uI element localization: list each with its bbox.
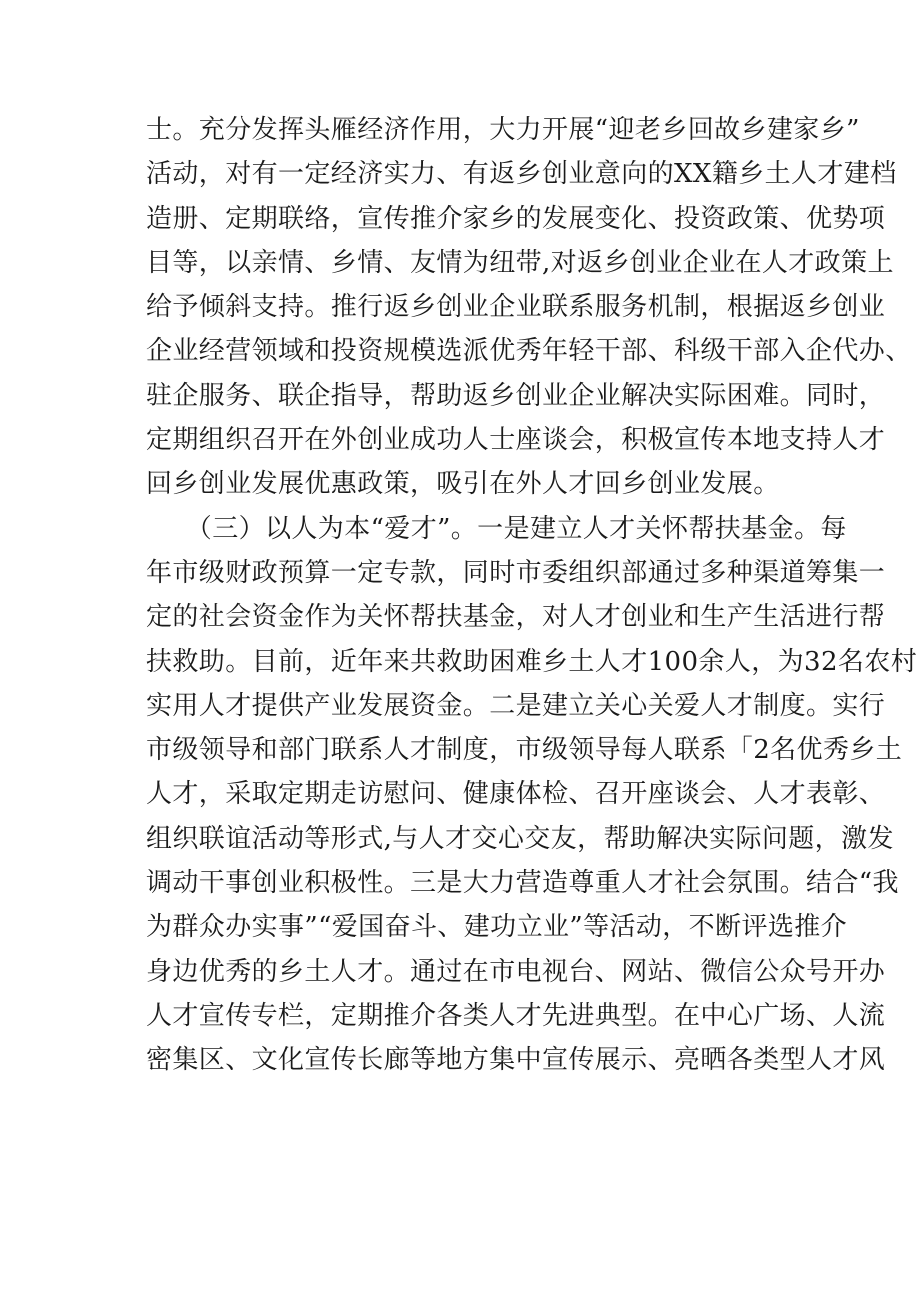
text-line: 活动，对有一定经济实力、有返乡创业意向的XX籍乡土人才建档 xyxy=(146,159,897,190)
text-line: 扶救助。目前，近年来共救助困难乡土人才100余人，为32名农村 xyxy=(146,646,918,677)
text-line: 实用人才提供产业发展资金。二是建立关心关爱人才制度。实行 xyxy=(146,690,886,721)
paragraph-1 xyxy=(146,108,912,507)
text-line: 目等，以亲情、乡情、友情为纽带,对返乡创业企业在人才政策上 xyxy=(146,247,894,278)
body-text xyxy=(146,108,918,1083)
text-line: 士。充分发挥头雁经济作用，大力开展“迎老乡回故乡建家乡” xyxy=(146,115,860,145)
text-line: 驻企服务、联企指导，帮助返乡创业企业解决实际困难。同时， xyxy=(146,380,886,411)
text-line: 年市级财政预算一定专款，同时市委组织部通过多种渠道筹集一 xyxy=(146,557,886,588)
text-line: 人才宣传专栏，定期推介各类人才先进典型。在中心广场、人流 xyxy=(146,1000,886,1031)
text-line: 密集区、文化宣传长廊等地方集中宣传展示、亮晒各类型人才风 xyxy=(146,1045,886,1076)
text-line: （三）以人为本“爱才”。一是建立人才关怀帮扶基金。每 xyxy=(146,513,847,544)
text-line: 造册、定期联络，宣传推介家乡的发展变化、投资政策、优势项 xyxy=(146,203,886,234)
text-line: 定期组织召开在外创业成功人士座谈会，积极宣传本地支持人才 xyxy=(146,425,886,456)
text-line: 身边优秀的乡土人才。通过在市电视台、网站、微信公众号开办 xyxy=(146,956,886,987)
text-line: 给予倾斜支持。推行返乡创业企业联系服务机制，根据返乡创业 xyxy=(146,292,886,323)
text-line: 人才，采取定期走访慰问、健康体检、召开座谈会、人才表彰、 xyxy=(146,779,886,810)
paragraph-2 xyxy=(146,507,918,1083)
text-line: 企业经营领域和投资规模选派优秀年轻干部、科级干部入企代办、 xyxy=(146,336,912,367)
text-line: 为群众办实事”“爱国奋斗、建功立业”等活动，不断评选推介 xyxy=(146,912,848,943)
text-line: 定的社会资金作为关怀帮扶基金，对人才创业和生产生活进行帮 xyxy=(146,602,886,633)
text-line: 调动干事创业积极性。三是大力营造尊重人才社会氛围。结合“我 xyxy=(146,868,899,899)
text-line: 市级领导和部门联系人才制度，市级领导每人联系「2名优秀乡土 xyxy=(146,735,903,766)
text-line: 组织联谊活动等形式,与人才交心交友，帮助解决实际问题，激发 xyxy=(146,823,894,854)
text-line: 回乡创业发展优惠政策，吸引在外人才回乡创业发展。 xyxy=(146,469,780,500)
